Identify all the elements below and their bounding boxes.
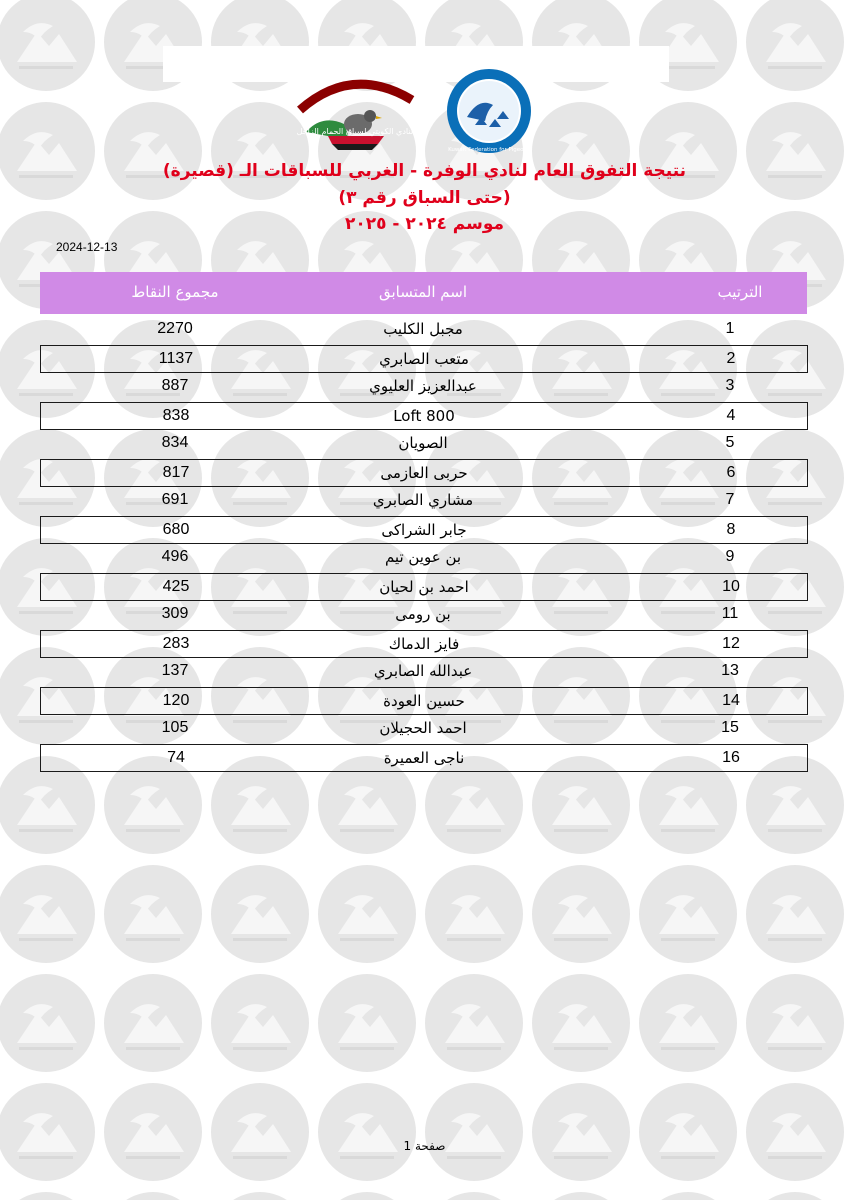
- name-cell: ناجى العميرة: [383, 748, 465, 767]
- name-cell: جابر الشراكى: [381, 520, 467, 539]
- rank-cell: 15: [721, 719, 739, 736]
- points-cell: 1137: [158, 349, 194, 367]
- table-row: [40, 316, 808, 345]
- rank-cell: 6: [726, 463, 736, 481]
- rank-cell: 8: [726, 520, 736, 538]
- points-cell: 2270: [157, 320, 193, 337]
- rank-cell: 5: [725, 434, 735, 451]
- club-logo-text: النادي الكويتي لسباق الحمام الزاجل: [296, 127, 416, 136]
- table-row: [40, 516, 808, 545]
- rank-cell: 4: [726, 406, 736, 424]
- federation-logo: [445, 67, 533, 155]
- name-cell: مجبل الكليب: [383, 320, 463, 338]
- column-header-points: مجموع النقاط: [131, 283, 219, 301]
- table-row: [40, 715, 808, 744]
- points-cell: 105: [161, 719, 189, 736]
- table-row: [40, 459, 808, 488]
- federation-logo-text: Kuwait Federation for Pigeons: [448, 147, 530, 153]
- table-row: [40, 630, 808, 659]
- points-cell: 74: [167, 748, 185, 766]
- points-cell: 120: [162, 691, 190, 709]
- name-cell: بن رومى: [395, 605, 451, 623]
- rank-cell: 13: [721, 662, 739, 679]
- points-cell: 137: [161, 662, 189, 679]
- table-row: [40, 544, 808, 573]
- name-cell: الصويان: [398, 434, 448, 452]
- rank-cell: 9: [725, 548, 735, 565]
- rank-cell: 10: [722, 577, 740, 595]
- table-row: [40, 601, 808, 630]
- table-row: [40, 487, 808, 516]
- points-cell: 309: [161, 605, 189, 622]
- points-cell: 283: [162, 634, 190, 652]
- name-cell: بن عوين تيم: [384, 548, 462, 566]
- table-row: [40, 345, 808, 374]
- results-table: [40, 316, 808, 772]
- column-header-rank: الترتيب: [717, 283, 763, 301]
- rank-cell: 3: [725, 377, 735, 394]
- rank-cell: 14: [722, 691, 740, 709]
- points-cell: 425: [162, 577, 190, 595]
- points-cell: 496: [161, 548, 189, 565]
- name-cell: عبدالله الصابري: [373, 662, 473, 680]
- season-label: موسم ٢٠٢٤ - ٢٠٢٥: [344, 214, 505, 234]
- rank-cell: 1: [725, 320, 735, 337]
- rank-cell: 7: [725, 491, 735, 508]
- name-cell: حربى العازمى: [380, 463, 468, 482]
- table-row: [40, 573, 808, 602]
- rank-cell: 16: [722, 748, 740, 766]
- page-subtitle: (حتى السباق رقم ٣): [338, 188, 511, 208]
- table-row: [40, 687, 808, 716]
- points-cell: 680: [162, 520, 190, 538]
- name-cell: احمد الحجيلان: [379, 719, 467, 737]
- table-row: [40, 658, 808, 687]
- table-row: [40, 373, 808, 402]
- name-cell: متعب الصابري: [379, 349, 469, 368]
- name-cell: مشاري الصابري: [372, 491, 474, 509]
- table-header: [40, 272, 807, 314]
- name-cell: فايز الدماك: [388, 634, 460, 653]
- rank-cell: 12: [722, 634, 740, 652]
- points-cell: 887: [161, 377, 189, 394]
- table-row: [40, 744, 808, 773]
- points-cell: 838: [162, 406, 190, 424]
- rank-cell: 11: [721, 605, 739, 622]
- table-row: [40, 402, 808, 431]
- points-cell: 834: [161, 434, 189, 451]
- table-row: [40, 430, 808, 459]
- name-cell: Loft 800: [393, 406, 455, 425]
- name-cell: احمد بن لحيان: [379, 577, 469, 596]
- points-cell: 817: [162, 463, 190, 481]
- club-logo: [292, 70, 420, 156]
- name-cell: حسين العودة: [383, 691, 465, 710]
- name-cell: عبدالعزيز العليوي: [369, 377, 477, 395]
- report-date: 2024-12-13: [56, 240, 118, 254]
- page-number: صفحة 1: [403, 1139, 446, 1153]
- rank-cell: 2: [726, 349, 736, 367]
- points-cell: 691: [161, 491, 189, 508]
- page-title: نتيجة التفوق العام لنادي الوفرة - الغربي للسباقات الـ (قصيرة): [162, 161, 687, 181]
- column-header-name: اسم المتسابق: [378, 283, 468, 301]
